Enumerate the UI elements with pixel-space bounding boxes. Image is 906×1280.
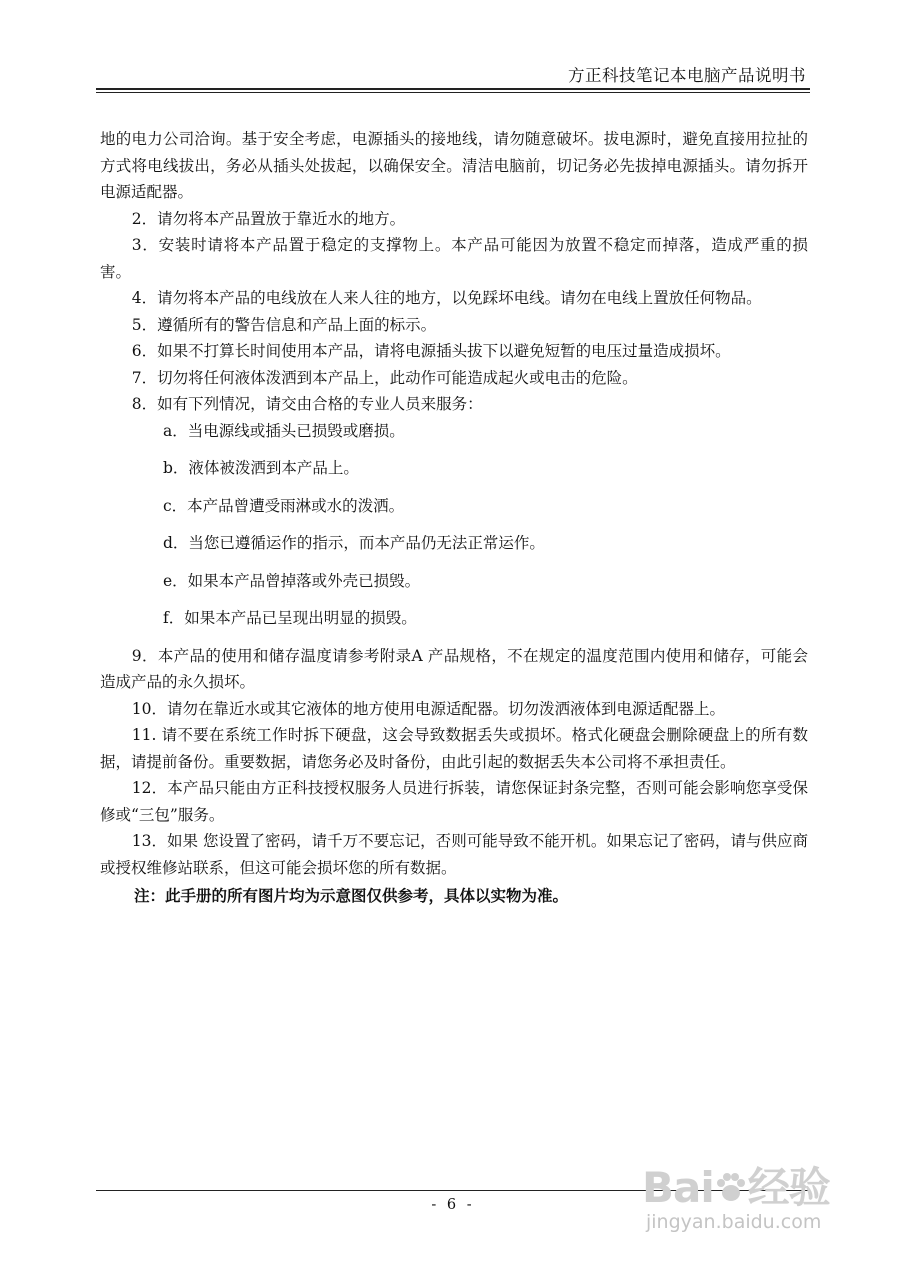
sub-item-f: f．如果本产品已呈现出明显的损毁。 (163, 609, 417, 627)
sub-item-b: b．液体被泼洒到本产品上。 (163, 459, 359, 477)
watermark-logo (642, 1155, 830, 1215)
paragraph-8: 8．如有下列情况，请交由合格的专业人员来服务： (131, 395, 483, 413)
paragraph-2: 2．请勿将本产品置放于靠近水的地方。 (131, 209, 406, 228)
sub-item-e: e．如果本产品曾掉落或外壳已损毁。 (163, 571, 421, 590)
sub-item-a: a．当电源线或插头已损毁或磨损。 (163, 421, 405, 440)
paragraph-13: 13．如果 您设置了密码，请千万不要忘记，否则可能导致不能开机。如果忘记了密码，请与供应商或授权维修站联系，但这可能会损坏您的所有数据。 (100, 832, 808, 877)
note: 注：此手册的所有图片均为示意图仅供参考，具体以实物为准。 (134, 887, 569, 905)
paragraph-10: 10．请勿在靠近水或其它液体的地方使用电源适配器。切勿泼洒液体到电源适配器上。 (131, 699, 725, 718)
sub-item-d: d．当您已遵循运作的指示，而本产品仍无法正常运作。 (163, 534, 545, 552)
paragraph-6: 6．如果不打算长时间使用本产品，请将电源插头拔下以避免短暂的电压过量造成损坏。 (131, 342, 731, 360)
paragraph-12: 12．本产品只能由方正科技授权服务人员进行拆装，请您保证封条完整，否则可能会影响您享受保修或“三包”服务。 (100, 779, 808, 824)
manual-body (100, 126, 808, 910)
paragraph-7: 7．切勿将任何液体泼洒到本产品上，此动作可能造成起火或电击的危险。 (131, 368, 638, 387)
watermark-logo-suffix: 经验 (747, 1163, 830, 1212)
header-rule (96, 88, 810, 90)
paragraph-3: 3．安装时请将本产品置于稳定的支撑物上。本产品可能因为放置不稳定而掉落，造成严重的损害。 (100, 236, 808, 281)
header-title: 方正科技笔记本电脑产品说明书 (568, 66, 806, 85)
sub-item-c: c．本产品曾遭受雨淋或水的泼洒。 (163, 496, 405, 515)
header-rule-thin (96, 92, 810, 93)
paragraph-11: 11. 请不要在系统工作时拆下硬盘，这会导致数据丢失或损坏。格式化硬盘会删除硬盘上的所有数据，请提前备份。重要数据，请您务必及时备份，由此引起的数据丢失本公司将不承担责任。 (100, 726, 808, 771)
paragraph-continued: 地的电力公司洽询。基于安全考虑，电源插头的接地线，请勿随意破坏。拔电源时，避免直接用拉扯的方式将电线拔出，务必从插头处拔起，以确保安全。清洁电脑前，切记务必先拔掉电源插头。请勿拆开电源适配器。 (100, 130, 808, 201)
watermark-logo-text: Bai (642, 1163, 714, 1212)
page-number: - 6 - (431, 1197, 475, 1213)
baidu-jingyan-watermark (642, 1155, 882, 1240)
paragraph-5: 5．遵循所有的警告信息和产品上面的标示。 (131, 315, 437, 334)
watermark-url: jingyan.baidu.com (646, 1211, 822, 1233)
paragraph-9: 9．本产品的使用和储存温度请参考附录A 产品规格，不在规定的温度范围内使用和储存，可能会造成产品的永久损坏。 (100, 646, 808, 691)
paragraph-4: 4．请勿将本产品的电线放在人来人往的地方，以免踩坏电线。请勿在电线上置放任何物品。 (131, 289, 762, 307)
paw-icon (714, 1171, 748, 1205)
